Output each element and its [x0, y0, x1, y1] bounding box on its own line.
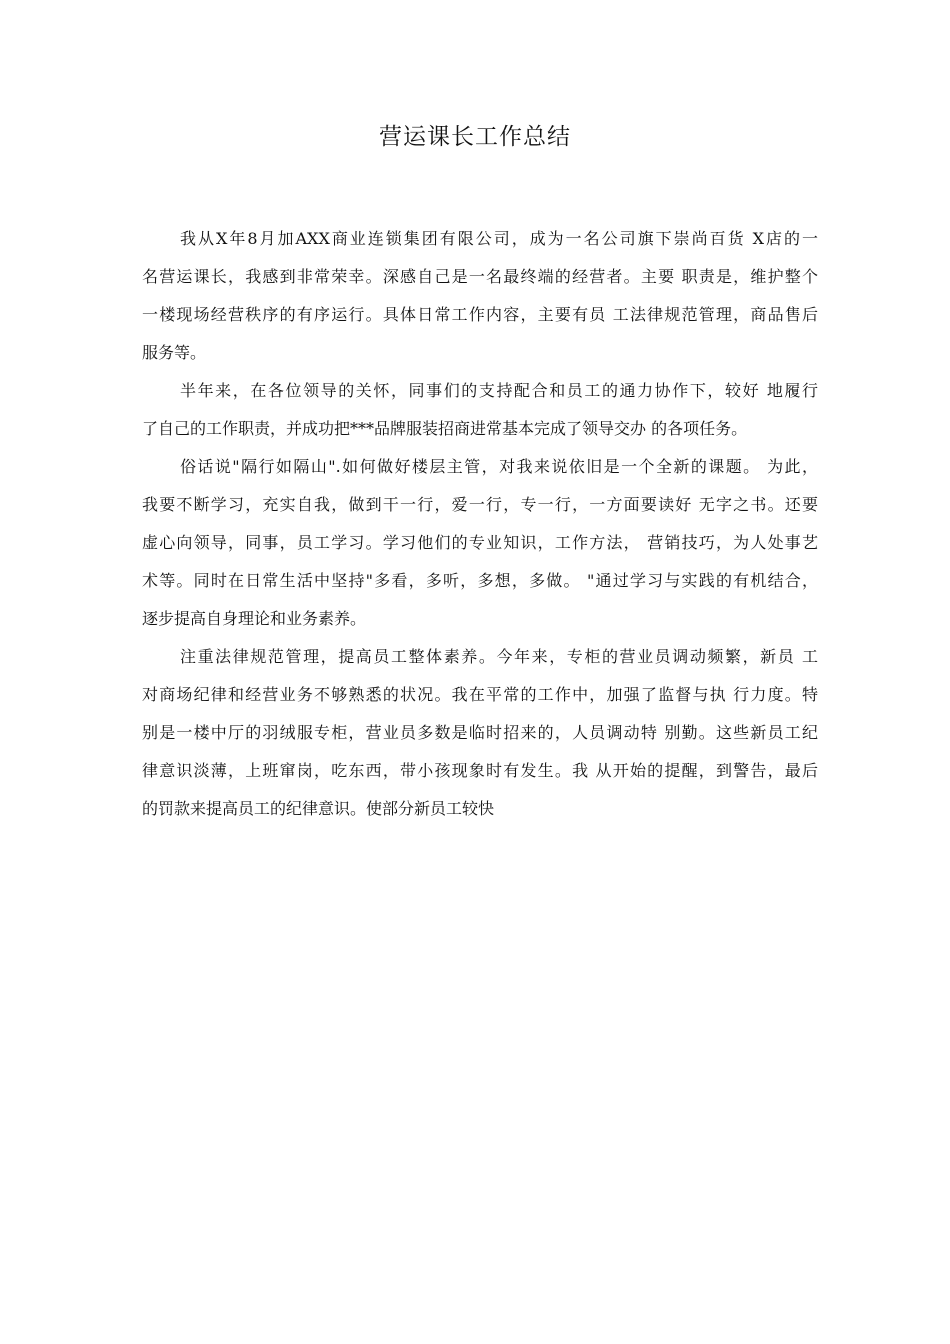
paragraph-1	[142, 220, 818, 372]
paragraph-4	[142, 638, 818, 828]
paragraph-2	[142, 372, 818, 448]
text-line: 逐步提高自身理论和业务素养。	[142, 609, 367, 628]
paragraph-3	[142, 448, 818, 638]
document-body	[142, 220, 818, 828]
text-line: 律意识淡薄，上班窜岗，吃东西，带小孩现象时有发生。我 从开始的提醒，到警告，最后	[142, 761, 818, 780]
document-title: 营运课长工作总结	[379, 124, 571, 150]
text-line: 注重法律规范管理，提高员工整体素养。今年来，专柜的营业员调动频繁，新员 工	[180, 647, 818, 666]
text-line: 我要不断学习，充实自我，做到干一行，爱一行，专一行，一方面要读好 无字之书。还要	[142, 495, 818, 514]
text-line: 了自己的工作职责，并成功把***品牌服装招商进常基本完成了领导交办 的各项任务。	[142, 419, 748, 438]
text-line: 一楼现场经营秩序的有序运行。具体日常工作内容，主要有员 工法律规范管理，商品售后	[142, 305, 818, 324]
text-line: 半年来，在各位领导的关怀，同事们的支持配合和员工的通力协作下，较好 地履行	[180, 381, 818, 400]
text-line: 服务等。	[142, 343, 207, 362]
text-line: 对商场纪律和经营业务不够熟悉的状况。我在平常的工作中，加强了监督与执 行力度。特	[142, 685, 818, 704]
text-line: 的罚款来提高员工的纪律意识。使部分新员工较快	[142, 799, 495, 818]
text-line: 术等。同时在日常生活中坚持"多看，多听，多想，多做。 "通过学习与实践的有机结合，	[142, 571, 818, 590]
text-line: 虚心向领导，同事，员工学习。学习他们的专业知识，工作方法， 营销技巧，为人处事艺	[142, 533, 818, 552]
text-line: 名营运课长，我感到非常荣幸。深感自己是一名最终端的经营者。主要 职责是，维护整个	[142, 267, 818, 286]
text-line: 我从X年8月加AXX商业连锁集团有限公司，成为一名公司旗下崇尚百货 X店的一	[180, 229, 818, 248]
text-line: 俗话说"隔行如隔山".如何做好楼层主管，对我来说依旧是一个全新的课题。 为此，	[180, 457, 818, 476]
text-line: 别是一楼中厅的羽绒服专柜，营业员多数是临时招来的，人员调动特 别勤。这些新员工纪	[142, 723, 818, 742]
